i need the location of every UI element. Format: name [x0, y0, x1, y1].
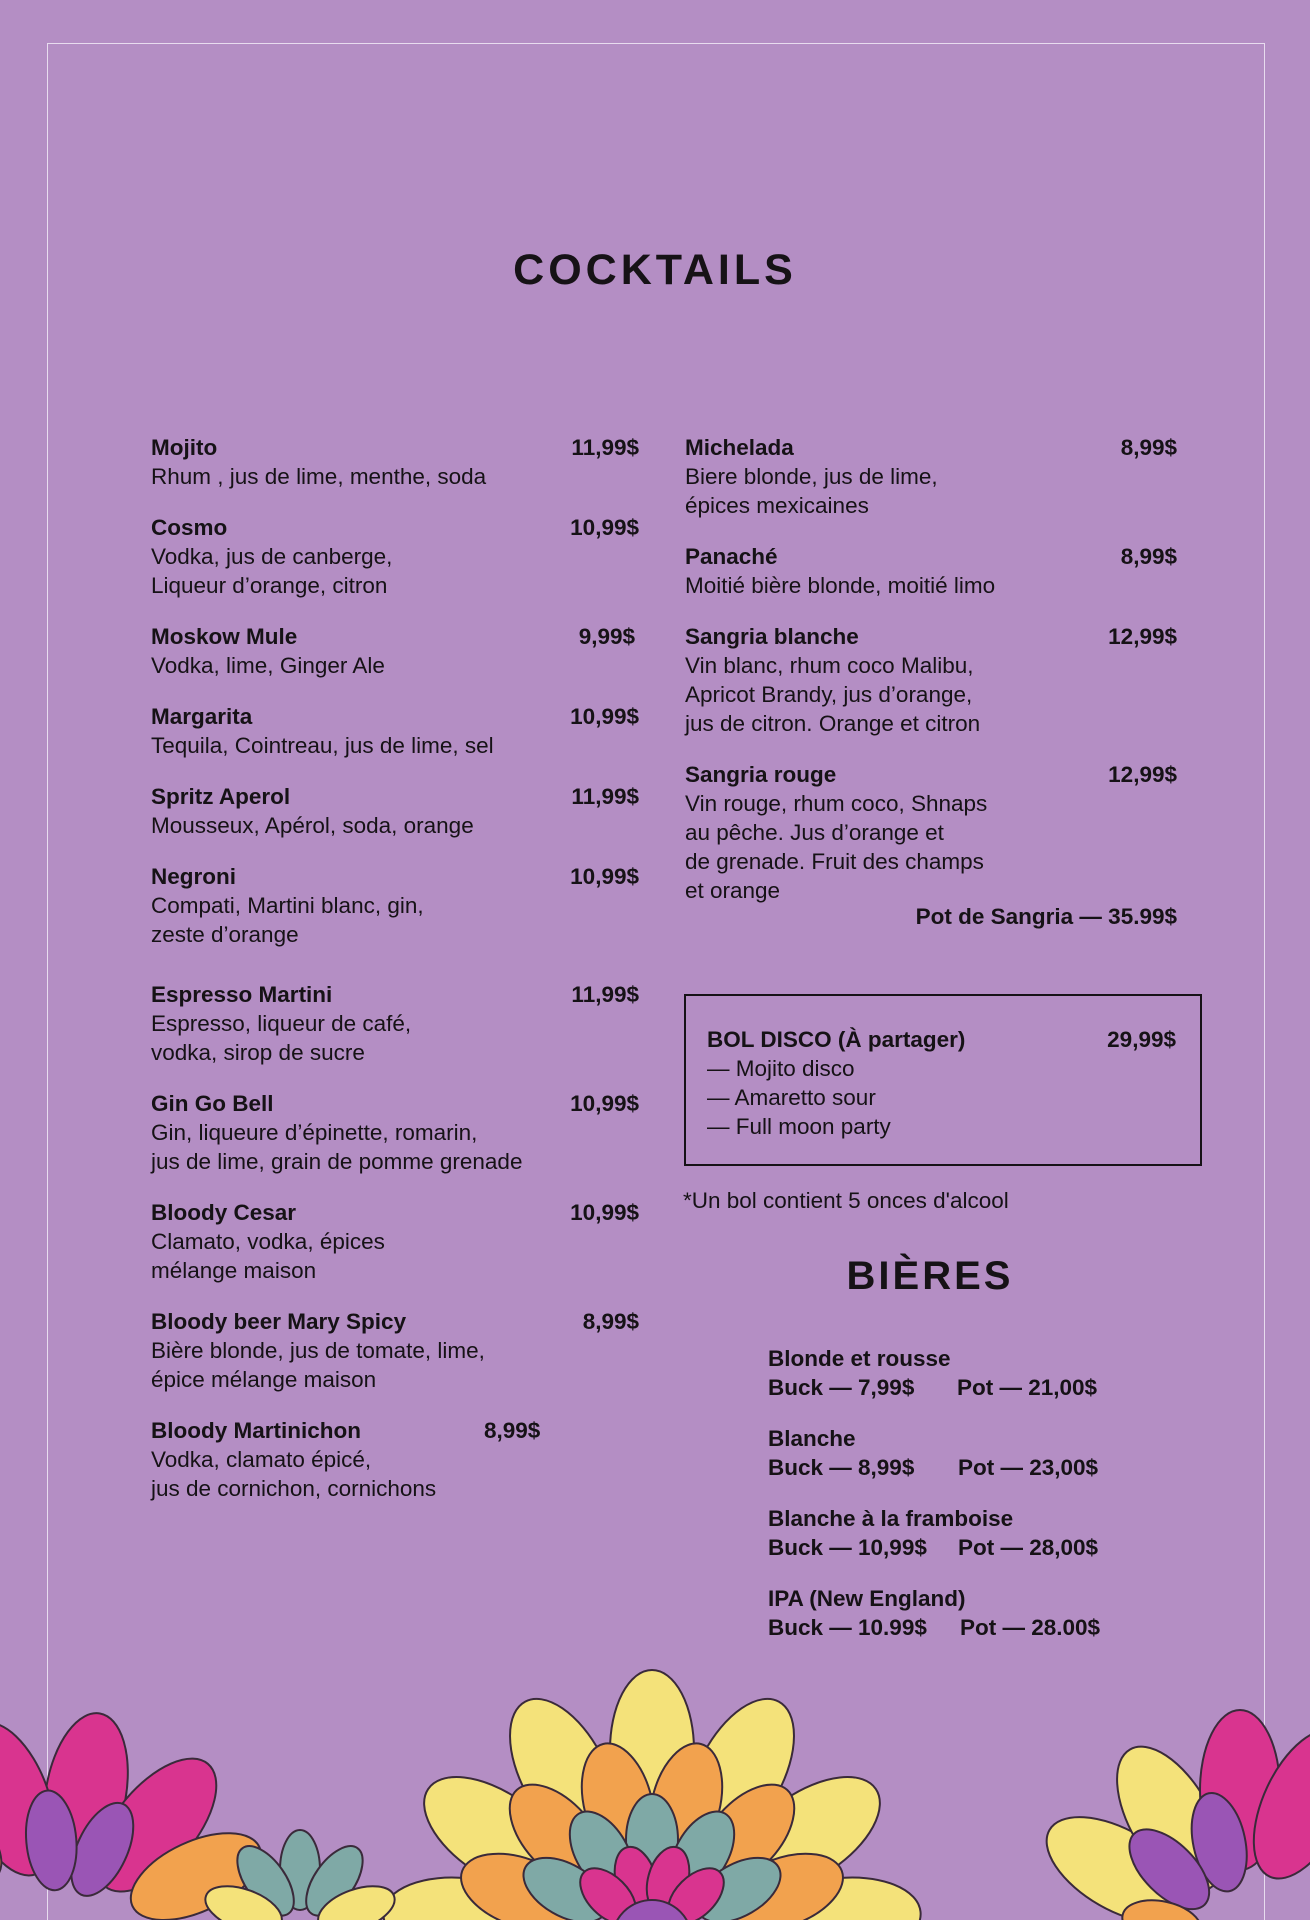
beer-buck-price: Buck — 7,99$ [768, 1375, 915, 1400]
menu-item [151, 1416, 641, 1503]
item-description: Apricot Brandy, jus d’orange, [685, 682, 973, 707]
item-price: 11,99$ [571, 784, 639, 809]
item-price: 10,99$ [570, 1091, 639, 1116]
item-description: zeste d’orange [151, 922, 299, 947]
beer-buck-price: Buck — 8,99$ [768, 1455, 915, 1480]
item-description: Vodka, lime, Ginger Ale [151, 653, 385, 678]
beer-section-title: BIÈRES [846, 1254, 1014, 1298]
item-description: épice mélange maison [151, 1367, 377, 1392]
menu-item [151, 782, 641, 840]
bol-disco-item: — Full moon party [707, 1114, 891, 1139]
menu-item [151, 980, 641, 1067]
beer-prices [768, 1613, 1118, 1642]
beer-pot-price: Pot — 28,00$ [958, 1535, 1099, 1560]
beer-prices [768, 1453, 1118, 1482]
item-price: 11,99$ [571, 435, 639, 460]
mandala-decoration [0, 1640, 1310, 1920]
item-description: Vin rouge, rhum coco, Shnaps [685, 791, 988, 816]
menu-item [151, 622, 641, 680]
beer-name: Blanche à la framboise [768, 1506, 1014, 1531]
bol-disco-price: 29,99$ [1107, 1027, 1176, 1052]
item-description: Moitié bière blonde, moitié limo [685, 573, 996, 598]
beer-item [768, 1424, 1118, 1482]
item-price: 8,99$ [484, 1418, 541, 1443]
item-name: Sangria blanche [685, 624, 859, 649]
item-price: 12,99$ [1108, 624, 1177, 649]
menu-item [685, 622, 1177, 738]
beer-item [768, 1584, 1118, 1642]
bol-disco-item: — Mojito disco [707, 1056, 855, 1081]
item-name: Michelada [685, 435, 794, 460]
item-price: 11,99$ [571, 982, 639, 1007]
beer-prices [768, 1373, 1118, 1402]
item-description: Rhum , jus de lime, menthe, soda [151, 464, 487, 489]
beer-prices [768, 1533, 1118, 1562]
item-description: jus de lime, grain de pomme grenade [151, 1149, 523, 1174]
menu-item [151, 1089, 641, 1176]
item-description: jus de cornichon, cornichons [151, 1476, 437, 1501]
beer-pot-price: Pot — 28.00$ [960, 1615, 1101, 1640]
item-description: Vodka, clamato épicé, [151, 1447, 372, 1472]
beer-item [768, 1344, 1118, 1402]
item-name: Panaché [685, 544, 778, 569]
item-name: Espresso Martini [151, 982, 333, 1007]
menu-item [151, 862, 641, 949]
item-description: vodka, sirop de sucre [151, 1040, 365, 1065]
beer-name: Blonde et rousse [768, 1346, 951, 1371]
item-price: 8,99$ [1120, 544, 1177, 569]
beer-pot-price: Pot — 23,00$ [958, 1455, 1099, 1480]
item-description: Tequila, Cointreau, jus de lime, sel [151, 733, 494, 758]
item-name: Bloody Cesar [151, 1200, 297, 1225]
item-description: Clamato, vodka, épices [151, 1229, 385, 1254]
item-name: Moskow Mule [151, 624, 298, 649]
item-name: Spritz Aperol [151, 784, 291, 809]
item-price: 9,99$ [578, 624, 635, 649]
beer-item [768, 1504, 1118, 1562]
item-description: au pêche. Jus d’orange et [685, 820, 944, 845]
item-description: Mousseux, Apérol, soda, orange [151, 813, 474, 838]
pot-de-sangria-price: Pot de Sangria — 35.99$ [915, 904, 1177, 929]
item-description: Compati, Martini blanc, gin, [151, 893, 424, 918]
item-description: et orange [685, 878, 781, 903]
item-price: 8,99$ [582, 1309, 639, 1334]
beer-pot-price: Pot — 21,00$ [957, 1375, 1098, 1400]
item-price: 12,99$ [1108, 762, 1177, 787]
page-title: COCKTAILS [513, 246, 797, 294]
item-name: Negroni [151, 864, 237, 889]
item-price: 10,99$ [570, 1200, 639, 1225]
beer-buck-price: Buck — 10,99$ [768, 1535, 927, 1560]
menu-item [685, 433, 1177, 520]
item-description: de grenade. Fruit des champs [685, 849, 984, 874]
item-name: Bloody Martinichon [151, 1418, 361, 1443]
item-description: Vodka, jus de canberge, [151, 544, 393, 569]
item-price: 10,99$ [570, 704, 639, 729]
item-description: épices mexicaines [685, 493, 869, 518]
bowl-alcohol-note: *Un bol contient 5 onces d'alcool [683, 1188, 1009, 1213]
bol-disco-box [684, 994, 1202, 1166]
item-price: 8,99$ [1120, 435, 1177, 460]
menu-item [685, 760, 1177, 905]
menu-item [151, 702, 641, 760]
item-name: Sangria rouge [685, 762, 837, 787]
item-description: Gin, liqueure d’épinette, romarin, [151, 1120, 478, 1145]
item-price: 10,99$ [570, 515, 639, 540]
item-description: Liqueur d’orange, citron [151, 573, 388, 598]
menu-item [151, 513, 641, 600]
menu-item [151, 433, 641, 491]
item-description: Biere blonde, jus de lime, [685, 464, 938, 489]
item-description: Vin blanc, rhum coco Malibu, [685, 653, 974, 678]
item-price: 10,99$ [570, 864, 639, 889]
item-name: Margarita [151, 704, 253, 729]
item-name: Bloody beer Mary Spicy [151, 1309, 407, 1334]
item-description: jus de citron. Orange et citron [685, 711, 981, 736]
item-description: Espresso, liqueur de café, [151, 1011, 412, 1036]
item-description: Bière blonde, jus de tomate, lime, [151, 1338, 485, 1363]
menu-item [151, 1307, 641, 1394]
mandala-flower-center [379, 1670, 925, 1920]
bol-disco-name: BOL DISCO (À partager) [707, 1027, 966, 1052]
beer-buck-price: Buck — 10.99$ [768, 1615, 927, 1640]
beer-name: Blanche [768, 1426, 856, 1451]
item-name: Mojito [151, 435, 218, 460]
menu-item [685, 542, 1177, 600]
beer-name: IPA (New England) [768, 1586, 966, 1611]
item-description: mélange maison [151, 1258, 317, 1283]
menu-item [151, 1198, 641, 1285]
mandala-flower-right [1029, 1710, 1310, 1920]
bol-disco-item: — Amaretto sour [707, 1085, 876, 1110]
item-name: Gin Go Bell [151, 1091, 274, 1116]
item-name: Cosmo [151, 515, 228, 540]
